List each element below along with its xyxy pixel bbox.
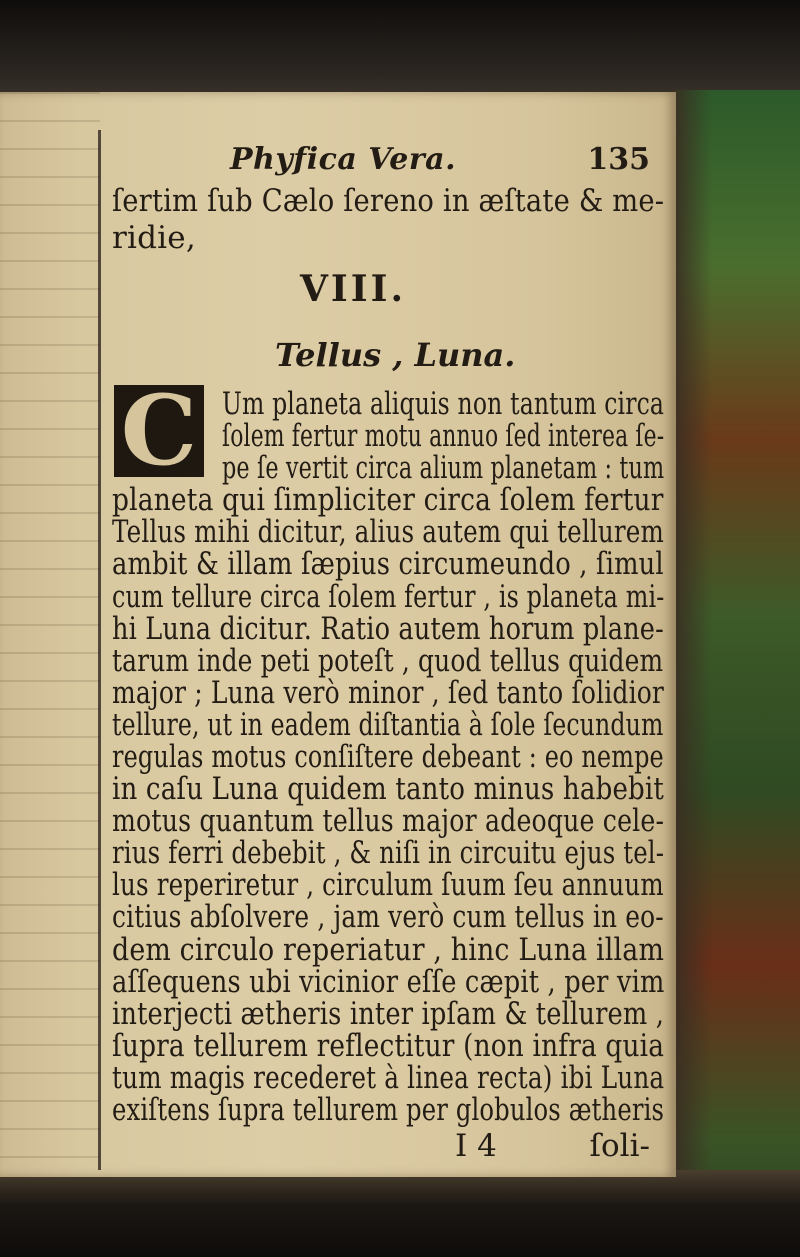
text-line: ridie, (112, 220, 196, 256)
section-number: VIII. (300, 268, 406, 310)
catchword: ſoli- (589, 1128, 650, 1164)
text-line: rius ferri debebit , & niſi in circuitu ejus tel- (112, 835, 665, 872)
text-line: in caſu Luna quidem tanto minus habebit (112, 771, 665, 808)
text-line: interjecti ætheris inter ipſam & tellurem , (112, 995, 665, 1032)
text-line: Um planeta aliquis non tantum circa (222, 386, 665, 422)
text-line: planeta qui ſimpliciter circa ſolem fertur (112, 482, 664, 519)
page-number: 135 (587, 142, 650, 177)
text-line: pe ſe vertit circa alium planetam : tum (222, 450, 665, 487)
drop-capital: C (114, 385, 204, 477)
text-line: ſolem fertur motu annuo ſed interea ſe- (222, 418, 665, 455)
text-line: Tellus mihi dicitur, alius autem qui tellurem (112, 514, 664, 551)
text-line: ſertim ſub Cælo ſereno in æſtate & me- (112, 183, 665, 219)
text-line: exiſtens ſupra tellurem per globulos ætheris (112, 1092, 665, 1128)
section-title: Tellus , Luna. (275, 336, 516, 374)
text-line: tum magis recederet à linea recta) ibi Luna (112, 1059, 665, 1096)
text-line: tarum inde peti poteſt , quod tellus quidem (112, 642, 664, 679)
text-line: aſſequens ubi vicinior eſſe cæpit , per vim (112, 963, 665, 1000)
text-line: ambit & illam ſæpius circumeundo , ſimul (112, 546, 664, 583)
text-line: lus reperiretur , circulum ſuum ſeu annuum (112, 867, 664, 904)
text-line: dem circulo reperiatur , hinc Luna illam (112, 931, 665, 968)
signature-mark: I 4 (455, 1128, 497, 1164)
text-line: major ; Luna verò minor , ſed tanto ſolidior (112, 674, 665, 711)
running-title: Phyfica Vera. (230, 142, 457, 177)
text-line: ſupra tellurem reflectitur (non infra quia (112, 1027, 665, 1064)
running-header (230, 142, 650, 182)
text-line: motus quantum tellus major adeoque cele- (112, 803, 665, 840)
page-footer (110, 1128, 650, 1168)
text-line: tellure, ut in eadem diſtantia à ſole ſecundum (112, 706, 664, 743)
text-line: regulas motus conſiſtere debeant : eo nempe (112, 739, 664, 775)
text-line: hi Luna dicitur. Ratio autem horum plane- (112, 610, 664, 647)
text-line: cum tellure circa ſolem fertur , is planeta mi- (112, 578, 665, 615)
text-line: citius abſolvere , jam verò cum tellus in eo- (112, 899, 664, 936)
